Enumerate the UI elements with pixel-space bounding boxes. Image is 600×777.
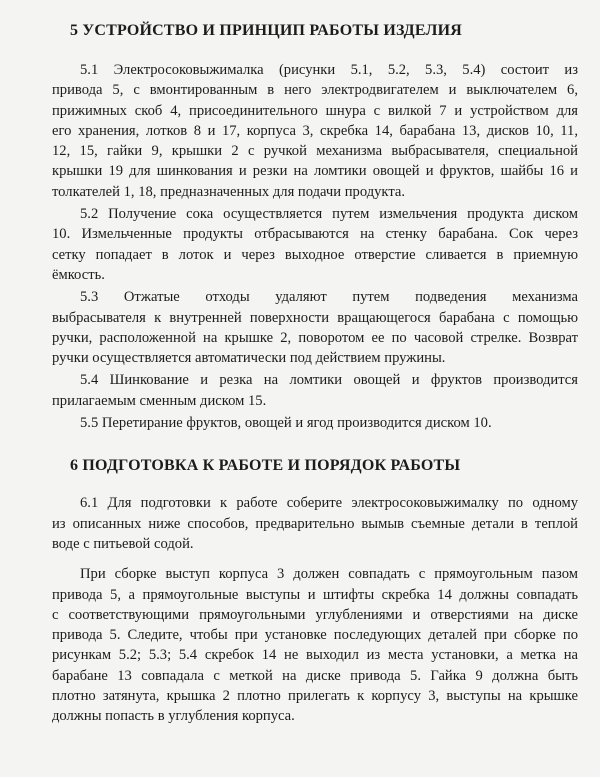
text-line: барабане 13 совпадала с меткой на диске привода 5. Гайка 9 должна быть xyxy=(52,667,578,684)
paragraph-6-1 xyxy=(52,493,578,554)
text-line: привода 5. Следите, чтобы при установке последующих деталей при сборке по xyxy=(52,627,578,644)
paragraph-5-5 xyxy=(52,413,578,433)
text-line: прилагаемым сменным диском 15. xyxy=(52,392,267,409)
paragraph-5-3 xyxy=(52,287,578,368)
text-line: 5.3 Отжатые отходы удаляют путем подведения механизма xyxy=(80,289,578,306)
text-line: плотно затянута, крышка 2 плотно прилегать к корпусу 3, выступы на крышке xyxy=(52,688,578,705)
text-line: сетку попадает в лоток и через выходное отверстие сливается в приемную xyxy=(52,246,578,263)
text-line: ёмкость. xyxy=(52,266,105,283)
text-line: 6.1 Для подготовки к работе соберите электросоковыжималку по одному xyxy=(80,495,578,512)
text-line: его хранения, лотков 8 и 17, корпуса 3, скребка 14, барабана 13, дисков 10, 11, xyxy=(52,122,578,139)
paragraph-6-assembly xyxy=(52,564,578,726)
text-line: 10. Измельченные продукты отбрасываются на стенку барабана. Сок через xyxy=(52,226,578,243)
paragraph-5-1 xyxy=(52,60,578,202)
text-line: 5.5 Перетирание фруктов, овощей и ягод производится диском 10. xyxy=(80,415,492,432)
text-line: 12, 15, гайки 9, крышки 2 с ручкой механизма выбрасывателя, специальной xyxy=(52,143,578,160)
text-line: 5.4 Шинкование и резка на ломтики овощей и фруктов производится xyxy=(80,372,578,389)
text-line: ручки, расположенной на крышке 2, поворотом ее по часовой стрелке. Возврат xyxy=(52,329,578,346)
text-line: привода 5, с вмонтированным в него электродвигателем и выключателем 6, xyxy=(52,82,578,99)
text-line: прижимных скоб 4, присоединительного шнура с вилкой 7 и устройством для xyxy=(52,102,578,119)
text-line: При сборке выступ корпуса 3 должен совпадать с прямоугольным пазом xyxy=(80,566,578,583)
text-line: из описанных ниже способов, предварительно вымыв съемные детали в теплой xyxy=(52,515,578,532)
section-5-title: 5 УСТРОЙСТВО И ПРИНЦИП РАБОТЫ ИЗДЕЛИЯ xyxy=(70,22,463,39)
text-line: крышки 19 для шинкования и резки на ломтики овощей и фруктов, шайбы 16 и xyxy=(52,163,578,180)
text-line: с соответствующими прямоугольными углублениями и отверстиями на диске xyxy=(52,606,578,623)
paragraph-5-2 xyxy=(52,204,578,285)
text-line: рисункам 5.2; 5.3; 5.4 скребок 14 не выходил из места установки, а метка на xyxy=(52,647,578,664)
text-line: должны попасть в углубления корпуса. xyxy=(52,708,295,725)
section-6-title: 6 ПОДГОТОВКА К РАБОТЕ И ПОРЯДОК РАБОТЫ xyxy=(70,457,461,475)
text-line: воде с питьевой содой. xyxy=(52,535,194,552)
paragraph-5-4 xyxy=(52,370,578,411)
text-line: толкателей 1, 18, предназначенных для подачи продукта. xyxy=(52,183,406,200)
text-line: ручки осуществляется автоматически под действием пружины. xyxy=(52,350,446,367)
text-line: 5.2 Получение сока осуществляется путем измельчения продукта диском xyxy=(80,206,578,223)
text-line: привода 5, а прямоугольные выступы и штифты скребка 14 должны совпадать xyxy=(52,586,578,603)
text-line: выбрасывателя к внутренней поверхности вращающегося барабана с помощью xyxy=(52,309,578,326)
text-line: 5.1 Электросоковыжималка (рисунки 5.1, 5.2, 5.3, 5.4) состоит из xyxy=(80,62,578,78)
